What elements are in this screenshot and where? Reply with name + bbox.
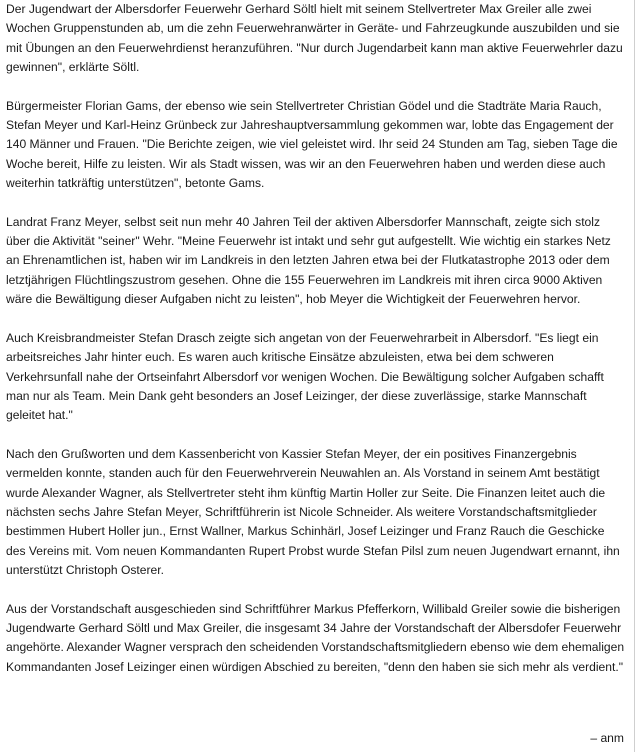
- paragraph-mayor-speech: Bürgermeister Florian Gams, der ebenso wie sein Stellvertreter Christian Gödel und die Stadträte Maria Rauch, Stefan Meyer und Karl-Heinz Grünbeck zur Jahreshauptversammlung gekommen war, lobte das Engagement der 140 Männer und Frauen. "Die Berichte zeigen, wie viel geleistet wird. Ihr seid 24 Stunden am Tag, sieben Tage die Woche bereit, Hilfe zu leisten. Wir als Stadt wissen, was wir an den Feuerwehren haben und werden diese auch weiterhin tatkräftig unterstützen", betonte Gams.: [6, 98, 618, 191]
- paragraph-elections: Nach den Grußworten und dem Kassenbericht von Kassier Stefan Meyer, der ein positives Finanzergebnis vermelden konnte, standen auch für den Feuerwehrverein Neuwahlen an. Als Vorstand in seinem Amt bestätigt wurde Alexander Wagner, als Stellvertreter steht ihm künftig Martin Holler zur Seite. Die Finanzen leitet auch die nächsten sechs Jahre Stefan Meyer, Schriftführerin ist Nicole Schneider. Als weitere Vorstandschaftsmitglieder bestimmen Hubert Holler jun., Ernst Wallner, Markus Schinhärl, Josef Leizinger und Franz Rauch die Geschicke des Vereins mit. Vom neuen Kommandanten Rupert Probst wurde Stefan Pilsl zum neuen Jugendwart ernannt, ihn unterstützt Christoph Osterer.: [6, 446, 620, 578]
- paragraph-fire-inspector: Auch Kreisbrandmeister Stefan Drasch zeigte sich angetan von der Feuerwehrarbeit in Albersdorf. "Es liegt ein arbeitsreiches Jahr hinter euch. Es waren auch kritische Einsätze abzuleisten, etwa bei dem schweren Verkehrsunfall nahe der Ortseinfahrt Albersdorf vor wenigen Wochen. Die Bewältigung solcher Aufgaben schafft man nur als Team. Mein Dank geht besonders an Josef Leizinger, der diese zuverlässige, starke Mannschaft geleitet hat.": [6, 330, 604, 423]
- paragraph-district-administrator: Landrat Franz Meyer, selbst seit nun mehr 40 Jahren Teil der aktiven Albersdorfer Mannschaft, zeigte sich stolz über die Aktivität "seiner" Wehr. "Meine Feuerwehr ist intakt und sehr gut aufgestellt. Wie wichtig ein starkes Netz an Ehrenamtlichen ist, haben wir im Landkreis in den letzten Jahren etwa bei der Flutkatastrophe 2013 oder dem letztjährigen Flüchtlingszustrom gesehen. Ohne die 155 Feuerwehren im Landkreis mit ihren circa 9000 Aktiven wäre die Bewältigung dieser Aufgaben nicht zu leisten", hob Meyer die Wichtigkeit der Feuerwehren hervor.: [6, 214, 611, 307]
- paragraph-departures: Aus der Vorstandschaft ausgeschieden sind Schriftführer Markus Pfefferkorn, Willibald Greiler sowie die bisherigen Jugendwarte Gerhard Söltl und Max Greiler, die insgesamt 34 Jahre der Vorstandschaft der Albersdofer Feuerwehr angehörte. Alexander Wagner versprach den scheidenden Vorstandschaftsmitgliedern ebenso wie dem ehemaligen Kommandanten Josef Leizinger einen würdigen Abschied zu bereiten, "denn den haben sie sich mehr als verdient.": [6, 601, 625, 674]
- paragraph-youth-work: Der Jugendwart der Albersdorfer Feuerwehr Gerhard Söltl hielt mit seinem Stellvertreter Max Greiler alle zwei Wochen Gruppenstunden ab, um die zehn Feuerwehranwärter in Geräte- und Fahrzeugkunde auszubilden und sie mit Übungen an den Feuerwehrdienst heranzuführen. "Nur durch Jugendarbeit kann man aktive Feuerwehrler dazu gewinnen", erklärte Söltl.: [6, 2, 623, 75]
- author-signature: – anm: [590, 731, 624, 745]
- article-body: [6, 0, 626, 696]
